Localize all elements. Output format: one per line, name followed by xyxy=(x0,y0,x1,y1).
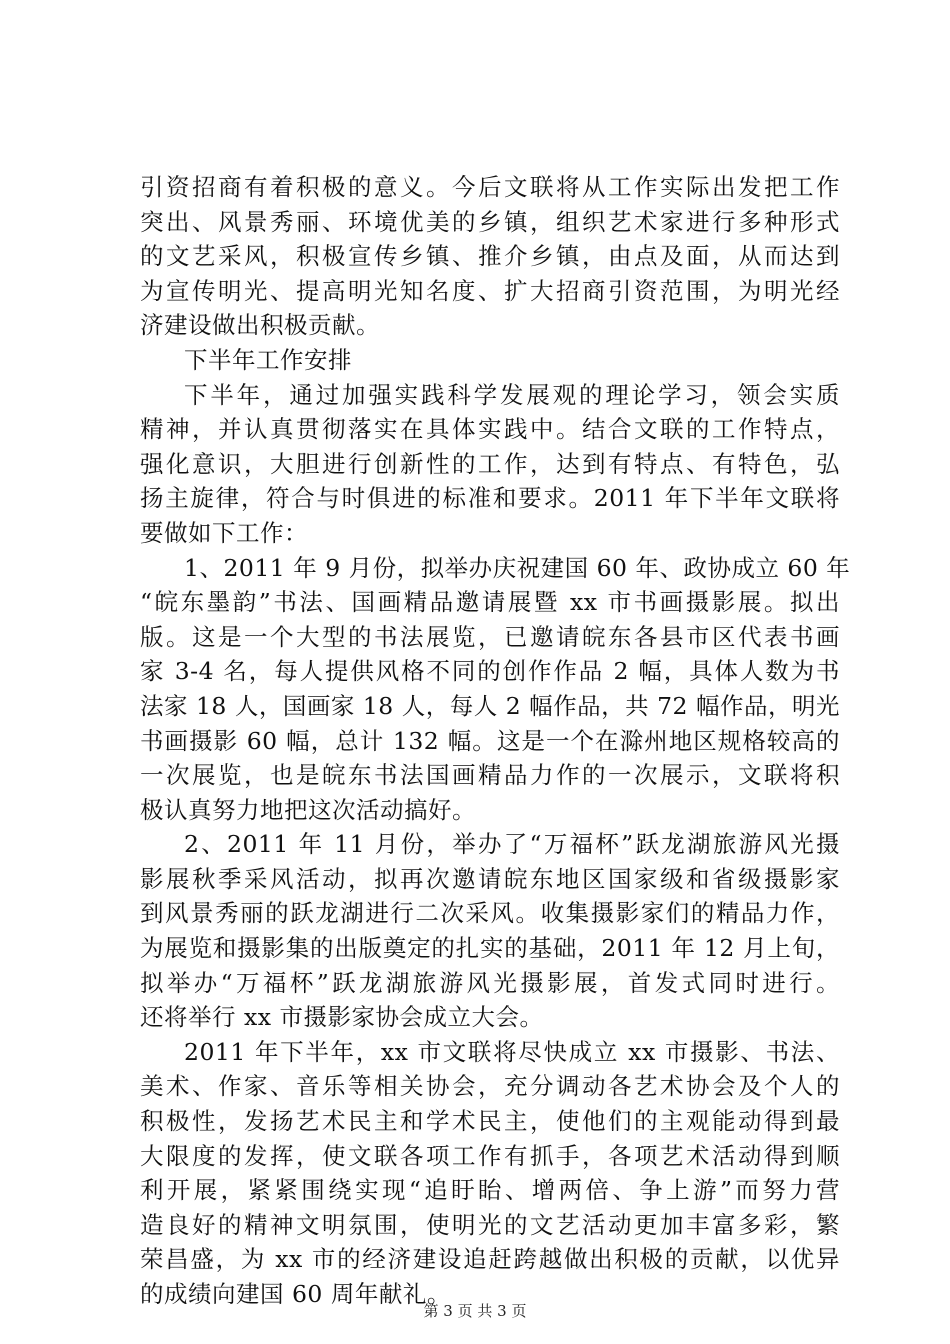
text-line: 积极性，发扬艺术民主和学术民主，使他们的主观能动得到最 xyxy=(140,1107,840,1136)
text-line: 精神，并认真贯彻落实在具体实践中。结合文联的工作特点， xyxy=(140,415,840,444)
text-line: 为展览和摄影集的出版奠定的扎实的基础，2011 年 12 月上旬， xyxy=(140,934,840,963)
text-line: 引资招商有着积极的意义。今后文联将从工作实际出发把工作 xyxy=(140,173,840,201)
text-line: 家 3-4 名，每人提供风格不同的创作作品 2 幅，具体人数为书 xyxy=(140,657,840,686)
text-line: 影展秋季采风活动，拟再次邀请皖东地区国家级和省级摄影家 xyxy=(140,864,840,893)
text-line: 济建设做出积极贡献。 xyxy=(140,311,380,340)
page-footer xyxy=(0,1301,950,1321)
text-line: 还将举行 xx 市摄影家协会成立大会。 xyxy=(140,1003,544,1032)
text-line: 强化意识，大胆进行创新性的工作，达到有特点、有特色，弘 xyxy=(140,449,840,478)
text-line: 版。这是一个大型的书法展览，已邀请皖东各县市区代表书画 xyxy=(140,622,840,651)
section-heading: 下半年工作安排 xyxy=(184,345,352,374)
text-line: 突出、风景秀丽、环境优美的乡镇，组织艺术家进行多种形式 xyxy=(140,207,840,236)
text-line: 2011 年下半年，xx 市文联将尽快成立 xx 市摄影、书法、 xyxy=(184,1037,840,1066)
text-line: 利开展，紧紧围绕实现“追盱眙、增两倍、争上游”而努力营 xyxy=(140,1176,840,1205)
text-line: 到风景秀丽的跃龙湖进行二次采风。收集摄影家们的精品力作， xyxy=(140,899,840,928)
text-line: 的文艺采风，积极宣传乡镇、推介乡镇，由点及面，从而达到 xyxy=(140,242,840,271)
text-line: 美术、作家、音乐等相关协会，充分调动各艺术协会及个人的 xyxy=(140,1072,840,1101)
text-line: 下半年，通过加强实践科学发展观的理论学习，领会实质 xyxy=(184,380,840,409)
text-line: 要做如下工作： xyxy=(140,518,308,547)
text-line: 一次展览，也是皖东书法国画精品力作的一次展示，文联将积 xyxy=(140,761,840,790)
text-line: 造良好的精神文明氛围，使明光的文艺活动更加丰富多彩，繁 xyxy=(140,1210,840,1239)
text-line: 荣昌盛，为 xx 市的经济建设追赶跨越做出积极的贡献，以优异 xyxy=(140,1245,840,1274)
text-line: “皖东墨韵”书法、国画精品邀请展暨 xx 市书画摄影展。拟出 xyxy=(140,588,840,617)
text-line: 扬主旋律，符合与时俱进的标准和要求。2011 年下半年文联将 xyxy=(140,484,840,513)
text-line: 书画摄影 60 幅，总计 132 幅。这是一个在滁州地区规格较高的 xyxy=(140,726,840,755)
page-number: 第 3 页 共 3 页 xyxy=(423,1302,527,1320)
text-line: 1、2011 年 9 月份，拟举办庆祝建国 60 年、政协成立 60 年 xyxy=(184,553,851,582)
document-body xyxy=(140,170,851,1312)
text-line: 极认真努力地把这次活动搞好。 xyxy=(140,795,476,824)
text-line: 大限度的发挥，使文联各项工作有抓手，各项艺术活动得到顺 xyxy=(140,1141,840,1170)
text-line: 法家 18 人，国画家 18 人，每人 2 幅作品，共 72 幅作品，明光 xyxy=(140,691,840,720)
text-line: 拟举办“万福杯”跃龙湖旅游风光摄影展，首发式同时进行。 xyxy=(140,968,840,997)
text-line: 的成绩向建国 60 周年献礼。 xyxy=(140,1280,451,1308)
text-line: 2、2011 年 11 月份，举办了“万福杯”跃龙湖旅游风光摄 xyxy=(184,830,840,859)
text-line: 为宣传明光、提高明光知名度、扩大招商引资范围，为明光经 xyxy=(140,276,840,305)
